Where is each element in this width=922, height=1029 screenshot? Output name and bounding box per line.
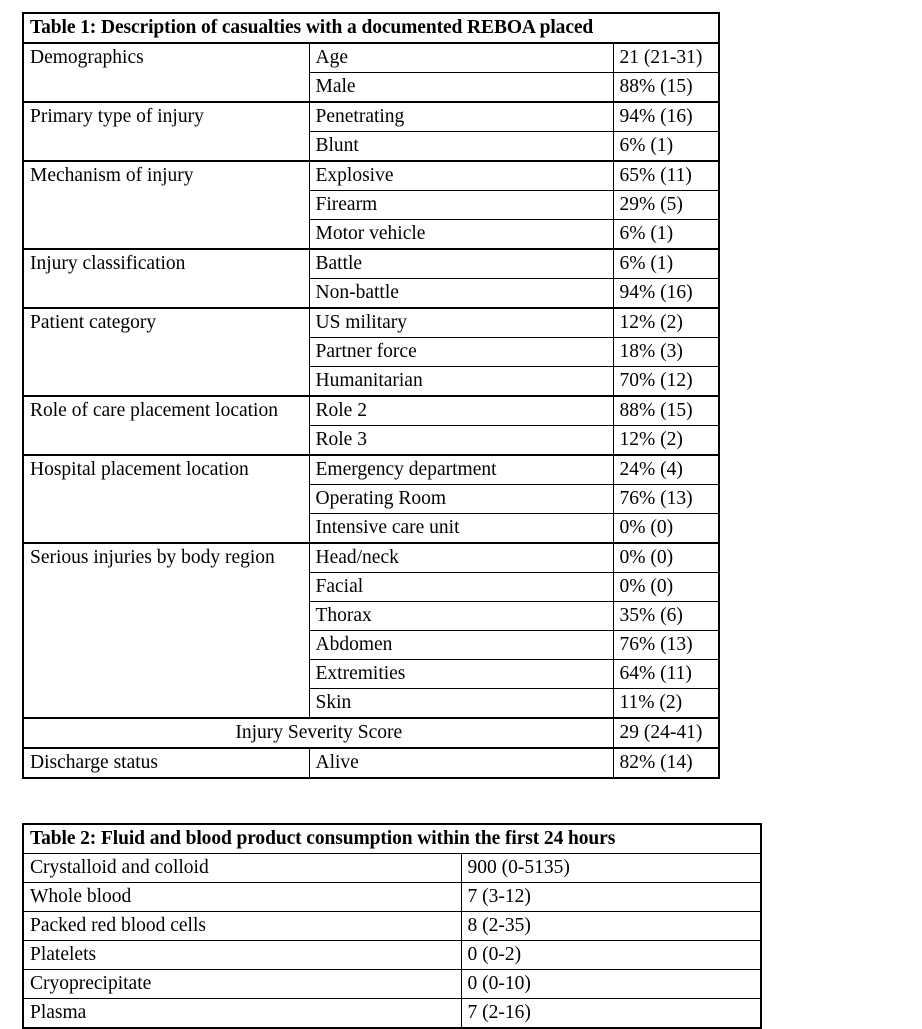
row-value: 24% (4)	[613, 455, 719, 485]
table-row	[23, 941, 761, 970]
row-label: Platelets	[23, 941, 461, 970]
row-label: Male	[309, 73, 613, 103]
table-1	[22, 12, 720, 779]
row-label: Emergency department	[309, 455, 613, 485]
table-row	[23, 308, 719, 338]
row-group-label: Injury classification	[23, 249, 309, 308]
row-label: Blunt	[309, 132, 613, 162]
table-2-title: Table 2: Fluid and blood product consumption within the first 24 hours	[23, 824, 761, 854]
row-value: 0% (0)	[613, 514, 719, 544]
row-merged-label: Injury Severity Score	[23, 718, 613, 748]
table-row	[23, 161, 719, 191]
table-row	[23, 999, 761, 1029]
row-label: Explosive	[309, 161, 613, 191]
row-group-label: Role of care placement location	[23, 396, 309, 455]
row-value: 6% (1)	[613, 220, 719, 250]
row-value: 35% (6)	[613, 602, 719, 631]
row-label: Motor vehicle	[309, 220, 613, 250]
row-value: 6% (1)	[613, 132, 719, 162]
table-row	[23, 748, 719, 778]
row-group-label: Discharge status	[23, 748, 309, 778]
row-value: 11% (2)	[613, 689, 719, 719]
row-value: 29 (24-41)	[613, 718, 719, 748]
row-label: Plasma	[23, 999, 461, 1029]
row-label: Role 3	[309, 426, 613, 456]
table-1-body	[23, 13, 719, 778]
table-row	[23, 396, 719, 426]
row-value: 0% (0)	[613, 543, 719, 573]
table-2	[22, 823, 762, 1029]
row-group-label: Hospital placement location	[23, 455, 309, 543]
table-2-body	[23, 824, 761, 1028]
row-label: Crystalloid and colloid	[23, 854, 461, 883]
row-value: 70% (12)	[613, 367, 719, 397]
table-2-container	[22, 823, 760, 1029]
row-label: Role 2	[309, 396, 613, 426]
row-value: 6% (1)	[613, 249, 719, 279]
row-label: Battle	[309, 249, 613, 279]
row-label: Extremities	[309, 660, 613, 689]
row-label: Intensive care unit	[309, 514, 613, 544]
row-value: 64% (11)	[613, 660, 719, 689]
table-row	[23, 102, 719, 132]
row-label: Packed red blood cells	[23, 912, 461, 941]
table-row	[23, 455, 719, 485]
row-value: 88% (15)	[613, 73, 719, 103]
table-row	[23, 854, 761, 883]
row-value: 65% (11)	[613, 161, 719, 191]
table-2-title-row	[23, 824, 761, 854]
row-value: 76% (13)	[613, 631, 719, 660]
row-value: 0% (0)	[613, 573, 719, 602]
table-1-container	[22, 12, 718, 779]
row-label: Penetrating	[309, 102, 613, 132]
row-group-label: Mechanism of injury	[23, 161, 309, 249]
row-label: Cryoprecipitate	[23, 970, 461, 999]
row-value: 7 (3-12)	[461, 883, 761, 912]
row-label: Alive	[309, 748, 613, 778]
row-label: Partner force	[309, 338, 613, 367]
table-row	[23, 43, 719, 73]
table-row	[23, 912, 761, 941]
row-value: 8 (2-35)	[461, 912, 761, 941]
row-label: Operating Room	[309, 485, 613, 514]
row-label: Whole blood	[23, 883, 461, 912]
row-group-label: Primary type of injury	[23, 102, 309, 161]
table-row	[23, 970, 761, 999]
row-group-label: Demographics	[23, 43, 309, 102]
table-1-title-row	[23, 13, 719, 43]
row-value: 29% (5)	[613, 191, 719, 220]
row-value: 12% (2)	[613, 426, 719, 456]
row-value: 82% (14)	[613, 748, 719, 778]
table-row	[23, 249, 719, 279]
row-value: 7 (2-16)	[461, 999, 761, 1029]
row-label: Skin	[309, 689, 613, 719]
table-row	[23, 543, 719, 573]
table-1-title: Table 1: Description of casualties with a documented REBOA placed	[23, 13, 719, 43]
row-value: 900 (0-5135)	[461, 854, 761, 883]
row-group-label: Patient category	[23, 308, 309, 396]
row-label: Humanitarian	[309, 367, 613, 397]
row-group-label: Serious injuries by body region	[23, 543, 309, 718]
row-label: Head/neck	[309, 543, 613, 573]
row-label: Non-battle	[309, 279, 613, 309]
row-value: 76% (13)	[613, 485, 719, 514]
row-label: Facial	[309, 573, 613, 602]
row-value: 94% (16)	[613, 102, 719, 132]
row-label: Firearm	[309, 191, 613, 220]
row-label: US military	[309, 308, 613, 338]
row-value: 12% (2)	[613, 308, 719, 338]
row-value: 94% (16)	[613, 279, 719, 309]
row-value: 18% (3)	[613, 338, 719, 367]
row-label: Thorax	[309, 602, 613, 631]
row-value: 0 (0-10)	[461, 970, 761, 999]
row-value: 88% (15)	[613, 396, 719, 426]
row-value: 0 (0-2)	[461, 941, 761, 970]
row-label: Age	[309, 43, 613, 73]
row-label: Abdomen	[309, 631, 613, 660]
table-row	[23, 883, 761, 912]
table-row	[23, 718, 719, 748]
row-value: 21 (21-31)	[613, 43, 719, 73]
